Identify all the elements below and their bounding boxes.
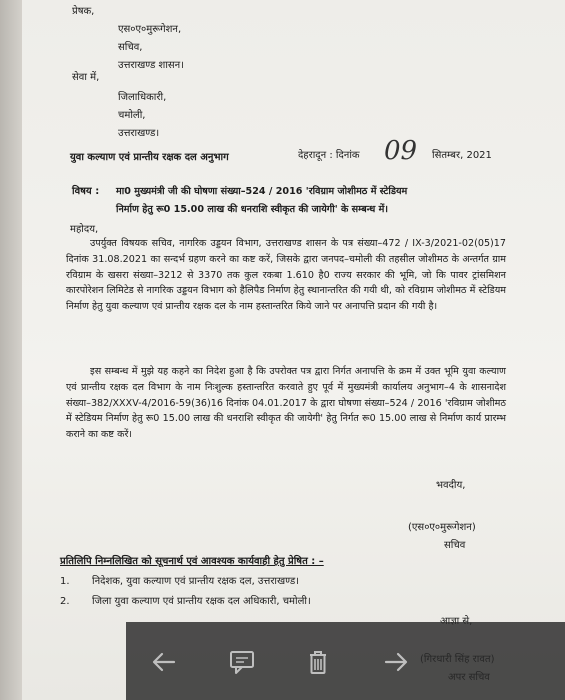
department-name: युवा कल्याण एवं प्रान्तीय रक्षक दल अनुभाग bbox=[70, 152, 229, 163]
from-line-3: उत्तराखण्ड शासन। bbox=[118, 60, 185, 71]
copy-item-1-text: निदेशक, युवा कल्याण एवं प्रान्तीय रक्षक दल, उत्तराखण्ड। bbox=[92, 576, 300, 587]
document-page bbox=[22, 0, 565, 700]
closing-regards: भवदीय, bbox=[436, 480, 466, 491]
arrow-left-icon bbox=[148, 646, 180, 678]
viewer-toolbar bbox=[126, 622, 565, 700]
next-button[interactable] bbox=[376, 642, 416, 682]
body-paragraph-1: उपर्युक्त विषयक सचिव, नागरिक उड्डयन विभाग, उत्तराखण्ड शासन के पत्र संख्या–472 / IX-3/2021-02(05)17 दिनांक 31.08.2021 का सन्दर्भ ग्रहण करने का कष्ट करें, जिसके द्वारा जनपद–चमोली की तहसील जोशीमठ के अन्तर्गत ग्राम रविग्राम के खसरा संख्या–3212 से 3370 तक कुल रकबा 1.610 है0 राज्य सरकार की भूमि, जो कि पावर ट्रांसमिशन कारपोरेशन लिमिटेड से नागरिक उड्डयन विभाग को हैलिपैड निर्माण हेतु स्थानान्तरित की गयी थी, को रविग्राम जोशीमठ में स्टेडियम निर्माण हेतु युवा कल्याण एवं प्रान्तीय रक्षक दल के नाम हस्तान्तरित किये जाने पर अनापत्ति प्रदान की गयी है। bbox=[66, 238, 506, 313]
copy-item-2-number: 2. bbox=[60, 596, 70, 607]
subject-line-1: मा0 मुख्यमंत्री जी की घोषणा संख्या–524 / 2016 'रविग्राम जोशीमठ में स्टेडियम bbox=[116, 186, 408, 197]
subject-line-2: निर्माण हेतु रू0 15.00 लाख की धनराशि स्वीकृत की जायेगी' के सम्बन्ध में। bbox=[116, 204, 389, 215]
signatory-title: सचिव bbox=[444, 540, 466, 551]
arrow-right-icon bbox=[380, 646, 412, 678]
trash-icon bbox=[302, 646, 334, 678]
signatory-name: (एस०ए०मुरूगेशन) bbox=[408, 522, 476, 533]
delete-button[interactable] bbox=[298, 642, 338, 682]
from-label: प्रेषक, bbox=[72, 6, 95, 17]
from-line-1: एस०ए०मुरूगेशन, bbox=[118, 24, 182, 35]
previous-button[interactable] bbox=[144, 642, 184, 682]
copy-item-2-text: जिला युवा कल्याण एवं प्रान्तीय रक्षक दल अधिकारी, चमोली। bbox=[92, 596, 311, 607]
comment-button[interactable] bbox=[222, 642, 262, 682]
comment-icon bbox=[226, 646, 258, 678]
to-line-1: जिलाधिकारी, bbox=[118, 92, 167, 103]
month-year: सितम्बर, 2021 bbox=[432, 150, 492, 161]
to-line-3: उत्तराखण्ड। bbox=[118, 128, 160, 139]
copy-item-1-number: 1. bbox=[60, 576, 70, 587]
handwritten-date: 09 bbox=[384, 136, 418, 166]
from-line-2: सचिव, bbox=[118, 42, 143, 53]
salutation: महोदय, bbox=[70, 224, 99, 235]
body-paragraph-2: इस सम्बन्ध में मुझे यह कहने का निदेश हुआ है कि उपरोक्त पत्र द्वारा निर्गत अनापत्ति के क्रम में उक्त भूमि युवा कल्याण एवं प्रान्तीय रक्षक दल विभाग के नाम निःशुल्क हस्तान्तरित करवाते हुए पूर्व में मुख्यमंत्री कार्यालय अनुभाग–4 के शासनादेश संख्या–382/XXXV-4/2016-59(36)16 दिनांक 04.01.2017 के द्वारा घोषणा संख्या–524 / 2016 'रविग्राम जोशीमठ में स्टेडियम निर्माण हेतु रू0 15.00 लाख की धनराशि स्वीकृत की जायेगी' हेतु निर्गत रू0 15.00 लाख से निर्माण कार्य प्रारम्भ कराने का कष्ट करें। bbox=[66, 366, 506, 441]
copy-to-heading: प्रतिलिपि निम्नलिखित को सूचनार्थ एवं आवश्यक कार्यवाही हेतु प्रेषित : – bbox=[60, 556, 324, 567]
subject-label: विषय : bbox=[72, 186, 100, 197]
page-edge-shadow bbox=[0, 0, 22, 700]
to-line-2: चमोली, bbox=[118, 110, 146, 121]
to-label: सेवा में, bbox=[72, 72, 100, 83]
place-date-label: देहरादून : दिनांक bbox=[298, 150, 360, 161]
